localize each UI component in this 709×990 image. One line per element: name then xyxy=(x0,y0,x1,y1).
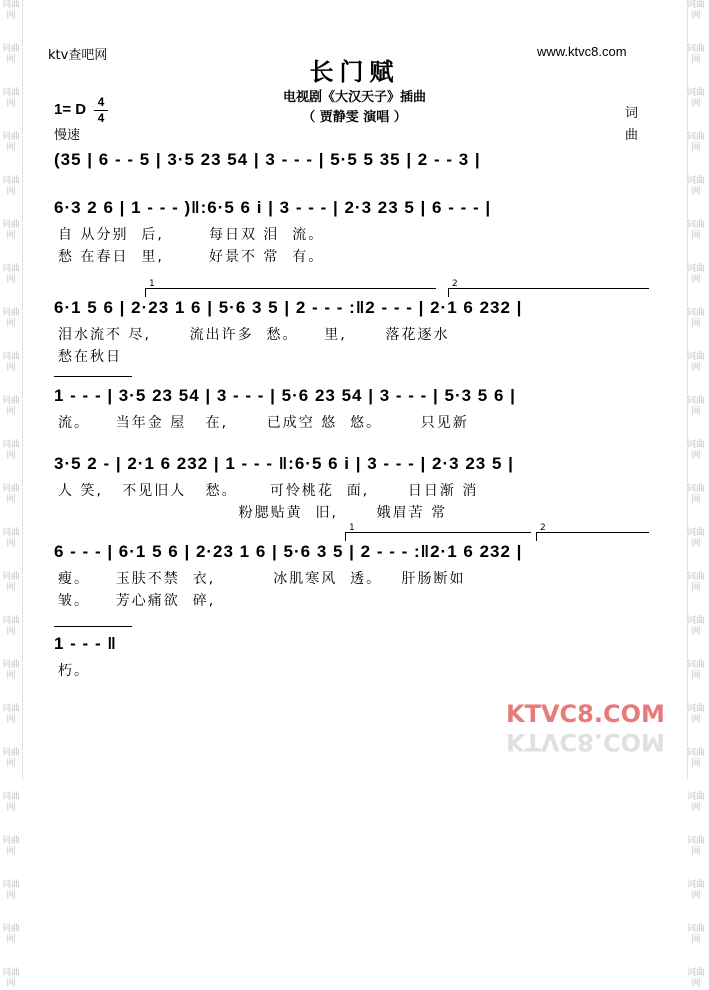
meter-top: 4 xyxy=(97,95,105,109)
composer-label: 曲 xyxy=(625,128,639,143)
song-subtitle: 电视剧《大汉天子》插曲 xyxy=(282,90,426,105)
music-row-4: 1 - - - | 3·5 23 54 | 3 - - - | 5·6 23 54 | 3 - - - | 5·3 5 6 | xyxy=(54,386,516,405)
music-row-1: (35 | 6 - - 5 | 3·5 23 54 | 3 - - - | 5·5 5 35 | 2 - - 3 | xyxy=(54,150,481,169)
site-name-left: ktv查吧网 xyxy=(48,48,108,63)
volta-1-row-3: 1 xyxy=(145,288,436,297)
volta-2-row-6: 2 xyxy=(536,532,649,541)
site-url-right[interactable]: www.ktvc8.com xyxy=(537,44,627,59)
volta-1-row-6: 1 xyxy=(345,532,531,541)
volta-continuation-row-4 xyxy=(54,376,132,385)
lyric-row-3-verse-2: 愁在秋日 xyxy=(58,349,122,365)
site-logo-watermark: KTVC8.COM xyxy=(506,700,665,728)
site-logo-reflection: KTVC8.COM xyxy=(506,728,665,756)
music-row-5: 3·5 2 - | 2·1 6 232 | 1 - - - ‖:6·5 6 i | 3 - - - | 2·3 23 5 | xyxy=(54,454,514,473)
lyric-row-3-verse-1: 泪水流不 尽, 流出许多 愁。 里, 落花逐水 xyxy=(58,327,450,343)
singer-credit: （ 贾静雯 演唱 ） xyxy=(302,110,407,125)
lyric-row-2-verse-1: 自 从分别 后, 每日双 泪 流。 xyxy=(58,227,325,243)
music-row-6: 6 - - - | 6·1 5 6 | 2·23 1 6 | 5·6 3 5 | 2 - - - :‖2·1 6 232 | xyxy=(54,542,523,561)
lyric-row-2-verse-2: 愁 在春日 里, 好景不 常 有。 xyxy=(58,249,325,265)
time-signature xyxy=(92,96,110,125)
lyric-row-6-verse-1: 瘦。 玉肤不禁 衣, 冰肌寒风 透。 肝肠断如 xyxy=(58,571,466,587)
lyric-row-5-verse-2: 粉腮贴黄 旧, 娥眉苦 常 xyxy=(58,505,448,521)
side-watermark-right: 词曲网 词曲网 词曲网 词曲网 词曲网 词曲网 词曲网 词曲网 词曲网 词曲网 词曲网 词曲网 词曲网 词曲网 词曲网 词曲网 词曲网 词曲网 词曲网 词曲网 词曲网 词曲网 词曲网 xyxy=(687,0,706,989)
lyric-row-5-verse-1: 人 笑, 不见旧人 愁。 可怜桃花 面, 日日渐 消 xyxy=(58,483,479,499)
music-row-7: 1 - - - ‖ xyxy=(54,634,117,653)
lyric-row-7-verse-1: 朽。 xyxy=(58,663,90,679)
song-title: 长门赋 xyxy=(309,58,400,86)
meter-bottom: 4 xyxy=(97,111,105,125)
music-row-3: 6·1 5 6 | 2·23 1 6 | 5·6 3 5 | 2 - - - :‖2 - - - | 2·1 6 232 | xyxy=(54,298,523,317)
lyricist-label: 词 xyxy=(625,106,639,121)
music-row-2: 6·3 2 6 | 1 - - - )‖:6·5 6 i | 3 - - - | 2·3 23 5 | 6 - - - | xyxy=(54,198,492,217)
tempo-marking: 慢速 xyxy=(54,128,81,143)
lyric-row-4-verse-1: 流。 当年金 屋 在, 已成空 悠 悠。 只见新 xyxy=(58,415,469,431)
side-watermark-left: 词曲网 词曲网 词曲网 词曲网 词曲网 词曲网 词曲网 词曲网 词曲网 词曲网 词曲网 词曲网 词曲网 词曲网 词曲网 词曲网 词曲网 词曲网 词曲网 词曲网 词曲网 词曲网 词曲网 xyxy=(2,0,21,989)
lyric-row-6-verse-2: 皱。 芳心痛欲 碎, xyxy=(58,593,216,609)
volta-2-row-3: 2 xyxy=(448,288,649,297)
key-signature: 1= D xyxy=(54,101,87,118)
